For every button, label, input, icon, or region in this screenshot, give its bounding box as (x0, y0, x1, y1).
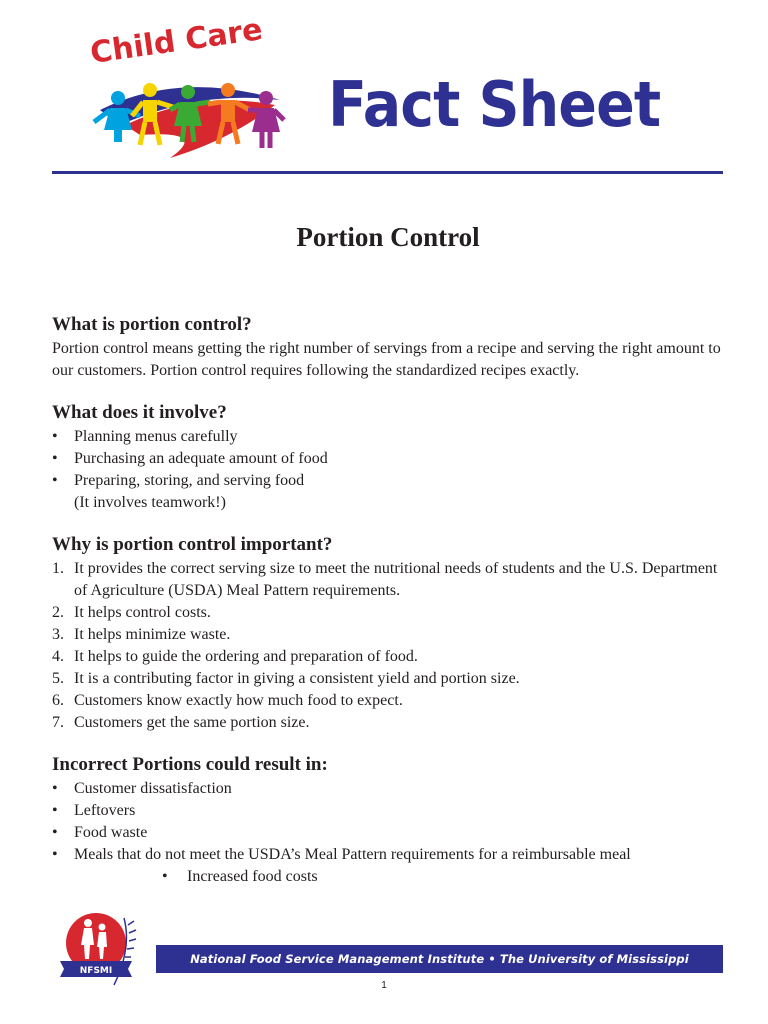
section-heading: Incorrect Portions could result in: (52, 754, 328, 775)
fact-sheet-title: Fact Sheet (328, 68, 661, 141)
section-what (52, 312, 732, 382)
section-heading: What does it involve? (52, 402, 227, 423)
numbered-item (52, 602, 732, 624)
logo-text: Child Care (88, 12, 265, 71)
numbered-item (52, 712, 732, 734)
list-item: • Customer dissatisfaction (52, 778, 732, 800)
item-number: 6. (52, 692, 64, 709)
item-text: Increased food costs (187, 868, 318, 885)
footer-bar: National Food Service Management Institute • The University of Mississippi (156, 945, 723, 973)
page-number: 1 (381, 980, 387, 991)
header (0, 0, 768, 180)
item-number: 3. (52, 626, 64, 643)
list-item: • Planning menus carefully (52, 426, 732, 448)
item-number: 4. (52, 648, 64, 665)
item-text: It helps to guide the ordering and preparation of food. (74, 648, 418, 665)
item-text: It helps minimize waste. (74, 626, 231, 643)
page-title: Portion Control (296, 222, 480, 252)
item-number: 7. (52, 714, 64, 731)
section-why (52, 532, 732, 734)
numbered-item (52, 624, 732, 646)
logo-label: NFSMI (79, 966, 113, 976)
item-number: 5. (52, 670, 64, 687)
list-note: (It involves teamwork!) (74, 494, 226, 511)
section-incorrect (52, 752, 732, 888)
numbered-item (52, 668, 732, 690)
item-text: It provides the correct serving size to meet the nutritional needs of students and the U.S. Department of Agriculture (USDA) Meal Pattern requirements. (74, 560, 718, 599)
item-text: Customers know exactly how much food to expect. (74, 692, 403, 709)
list-item: • Leftovers (52, 800, 732, 822)
section-heading: Why is portion control important? (52, 534, 333, 555)
bullet-icon: • (162, 868, 168, 885)
list-item: • Food waste (52, 822, 732, 844)
numbered-item (52, 558, 732, 602)
item-number: 1. (52, 560, 64, 577)
list-item: • Meals that do not meet the USDA’s Meal Pattern requirements for a reimbursable meal (52, 844, 732, 866)
item-text: Customers get the same portion size. (74, 714, 310, 731)
section-heading: What is portion control? (52, 314, 252, 335)
document-body (52, 312, 732, 906)
list-item: • Preparing, storing, and serving food (52, 470, 732, 492)
list-item-indented (52, 866, 732, 888)
header-divider (52, 171, 723, 174)
nfsmi-logo (54, 903, 156, 991)
numbered-item (52, 690, 732, 712)
section-paragraph: Portion control means getting the right number of servings from a recipe and serving the right amount to our customers. Portion control requires following the standardized recipes exactly. (52, 340, 721, 379)
item-text: It helps control costs. (74, 604, 211, 621)
section-involve (52, 400, 732, 514)
item-number: 2. (52, 604, 64, 621)
list-item: • Purchasing an adequate amount of food (52, 448, 732, 470)
numbered-item (52, 646, 732, 668)
item-text: It is a contributing factor in giving a consistent yield and portion size. (74, 670, 520, 687)
